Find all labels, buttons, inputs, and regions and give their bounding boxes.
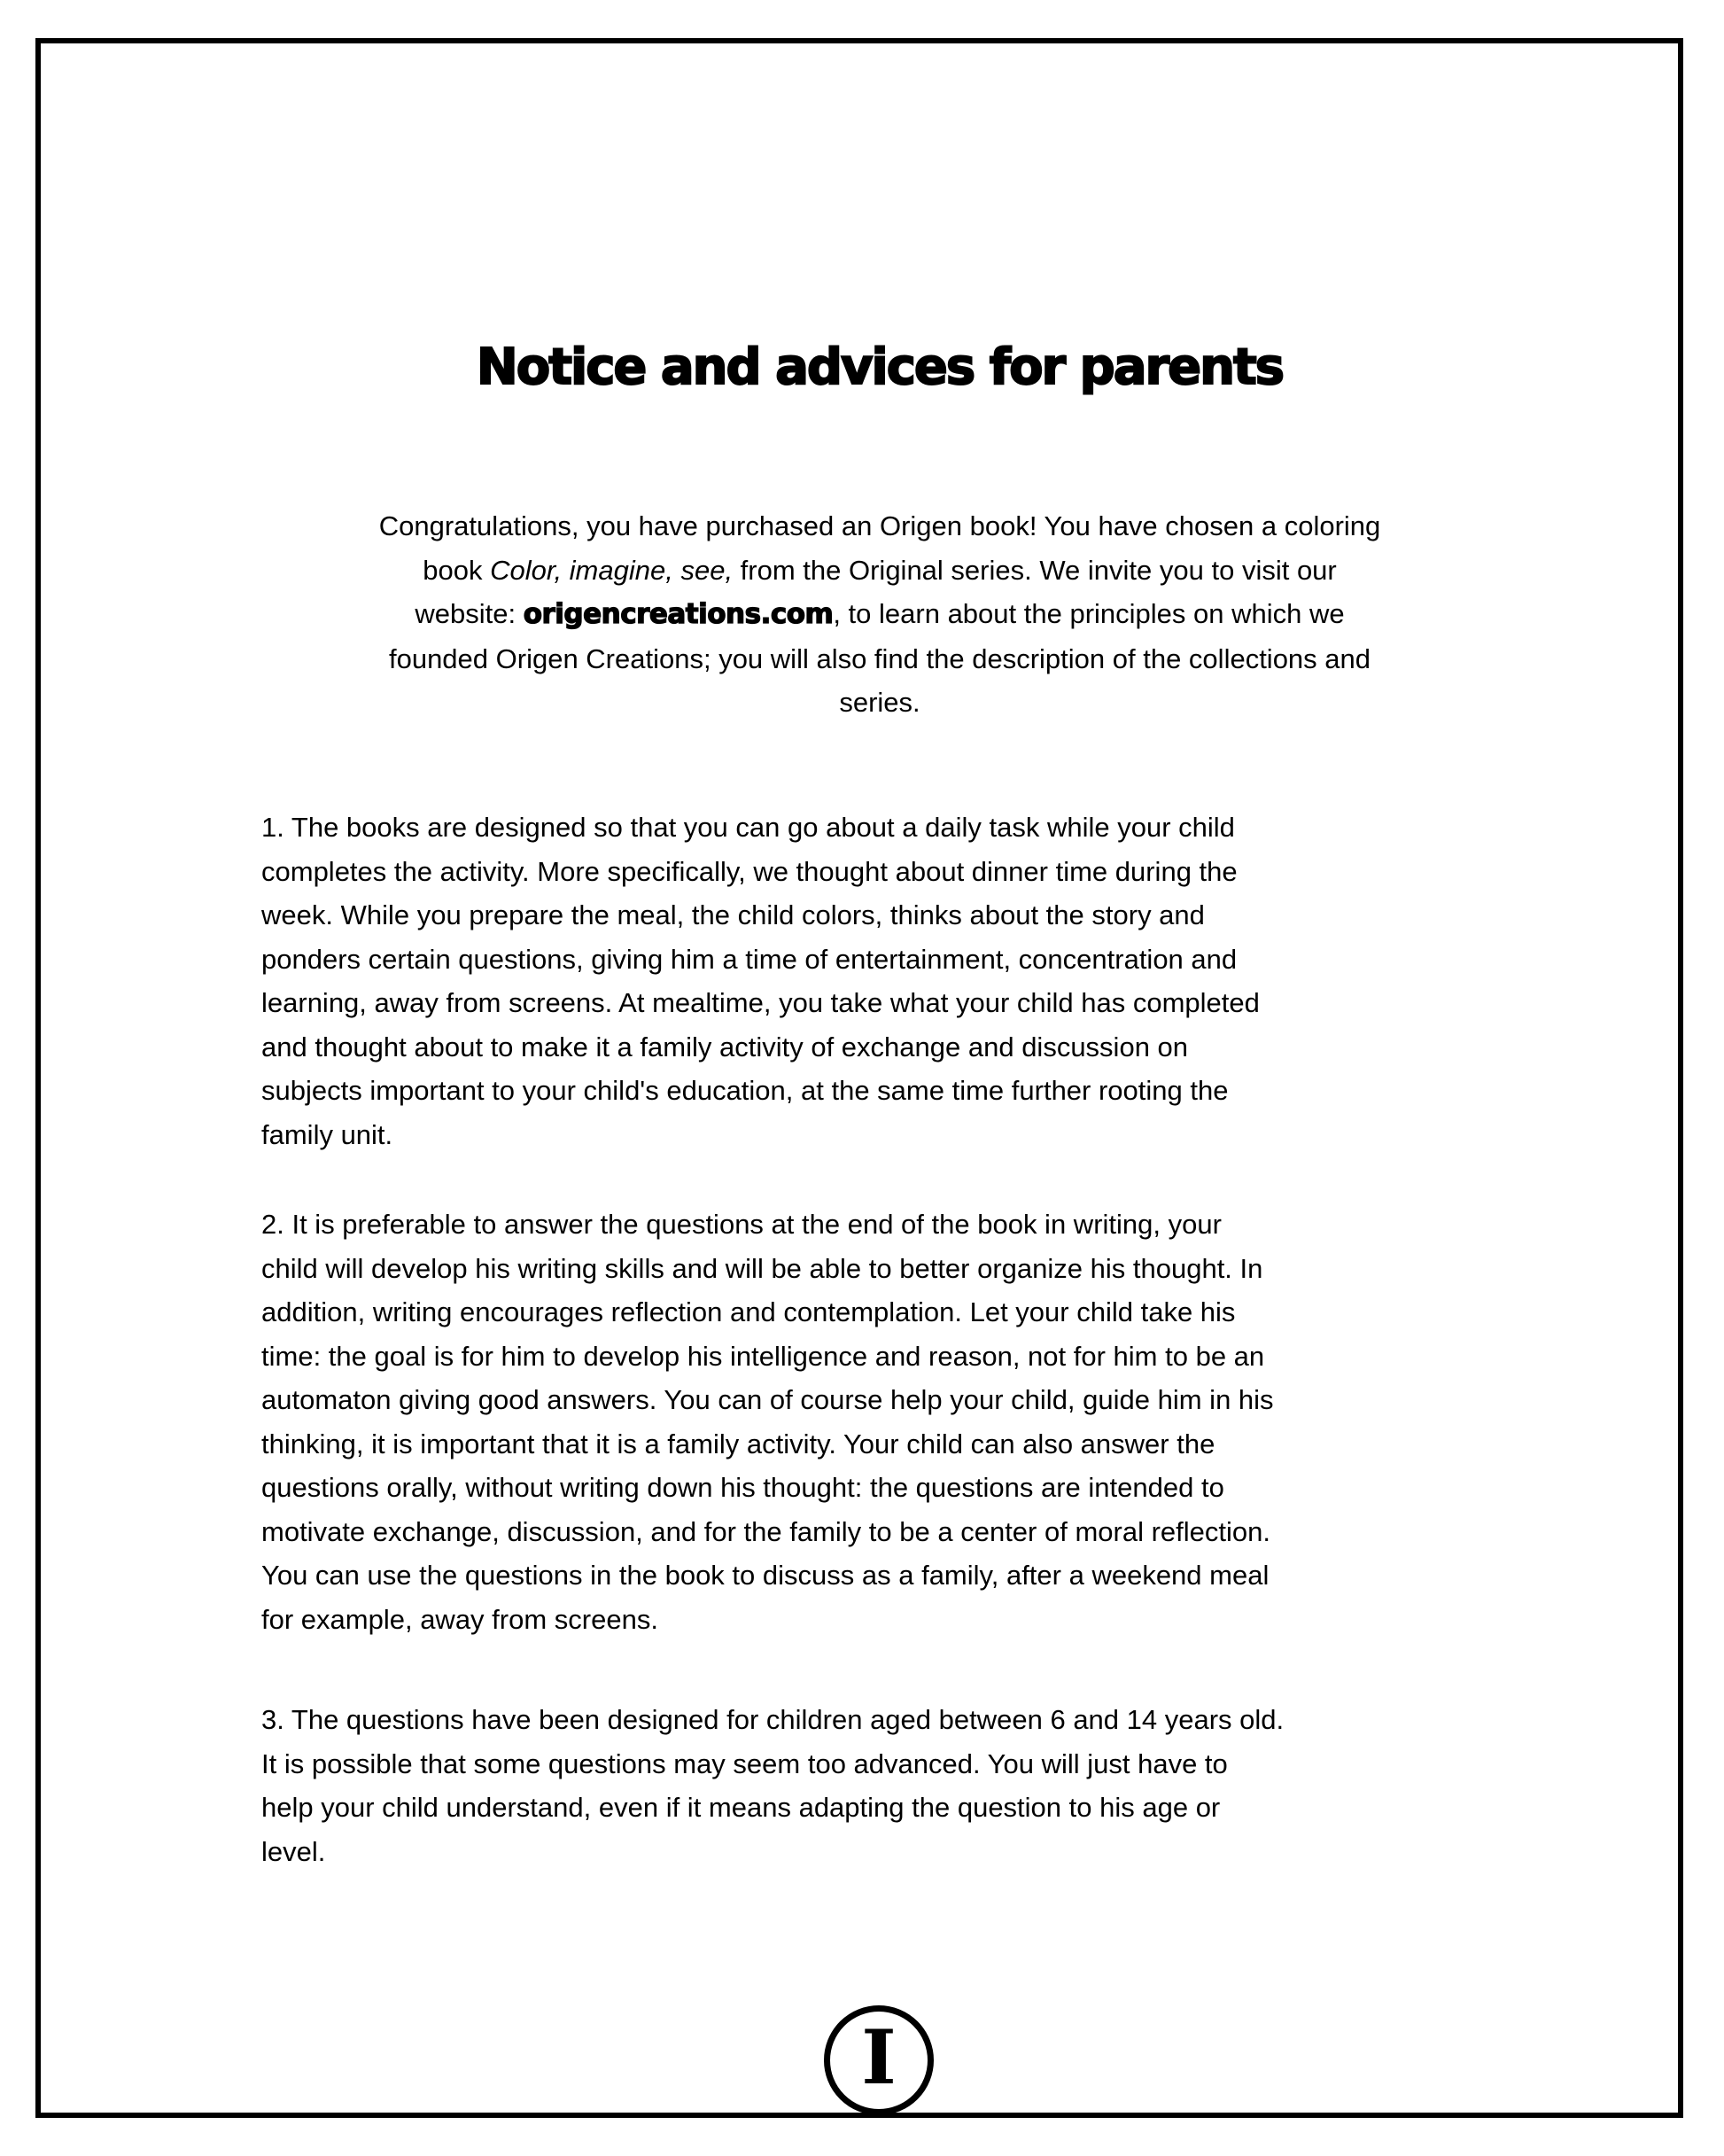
text-segment: Congratulations, you have purchased an Origen book! You have chosen a coloring	[378, 510, 1381, 541]
text-segment: website:	[415, 598, 524, 629]
text-segment: , to learn about the principles on which we	[833, 598, 1345, 629]
text-segment: founded Origen Creations; you will also find the description of the collections and	[388, 642, 1371, 674]
book-title-italic: Color, imagine, see,	[490, 554, 734, 586]
text-line: automaton giving good answers. You can of course help your child, guide him in his	[261, 1384, 1274, 1415]
text-line: time: the goal is for him to develop his intelligence and reason, not for him to be an	[261, 1340, 1265, 1372]
website-name: origencreations.com	[523, 598, 834, 630]
text-line: You can use the questions in the book to discuss as a family, after a weekend meal	[261, 1560, 1270, 1591]
text-line: ponders certain questions, giving him a time of entertainment, concentration and	[261, 943, 1238, 975]
intro-paragraph	[261, 504, 1498, 725]
text-line: help your child understand, even if it means adapting the question to his age or	[261, 1792, 1221, 1823]
paragraph-3	[261, 1698, 1502, 1873]
text-line: for example, away from screens.	[261, 1603, 658, 1635]
paragraph-2	[261, 1203, 1502, 1641]
text-line: completes the activity. More specifically, we thought about dinner time during the	[261, 855, 1238, 887]
page-marker-circle	[824, 2005, 934, 2115]
text-line: child will develop his writing skills and will be able to better organize his thought. In	[261, 1252, 1263, 1284]
text-line: 1. The books are designed so that you can go about a daily task while your child	[261, 812, 1235, 843]
text-line: thinking, it is important that it is a family activity. Your child can also answer the	[261, 1428, 1215, 1459]
text-segment: book	[423, 554, 491, 586]
text-line: 3. The questions have been designed for children aged between 6 and 14 years old.	[261, 1704, 1285, 1735]
intro-line	[261, 637, 1498, 681]
intro-line	[261, 504, 1498, 549]
text-line: It is possible that some questions may seem too advanced. You will just have to	[261, 1747, 1228, 1779]
text-line: level.	[261, 1835, 326, 1867]
intro-line	[261, 681, 1498, 725]
text-line: questions orally, without writing down his thought: the questions are intended to	[261, 1472, 1224, 1503]
text-line: 2. It is preferable to answer the questions at the end of the book in writing, your	[261, 1209, 1222, 1240]
page-title: Notice and advices for parents	[476, 339, 1284, 396]
intro-line	[261, 549, 1498, 593]
text-line: motivate exchange, discussion, and for the family to be a center of moral reflection.	[261, 1515, 1270, 1547]
page-marker-letter: I	[861, 2013, 897, 2101]
text-line: week. While you prepare the meal, the child colors, thinks about the story and	[261, 899, 1205, 930]
text-line: addition, writing encourages reflection and contemplation. Let your child take his	[261, 1296, 1236, 1327]
text-line: subjects important to your child's education, at the same time further rooting the	[261, 1075, 1229, 1106]
text-segment: series.	[839, 687, 920, 718]
text-segment: from the Original series. We invite you to visit our	[733, 554, 1337, 586]
text-line: learning, away from screens. At mealtime, you take what your child has completed	[261, 987, 1260, 1018]
paragraph-1	[261, 806, 1502, 1156]
text-line: and thought about to make it a family activity of exchange and discussion on	[261, 1031, 1189, 1062]
text-line: family unit.	[261, 1118, 393, 1150]
intro-line	[261, 592, 1498, 637]
